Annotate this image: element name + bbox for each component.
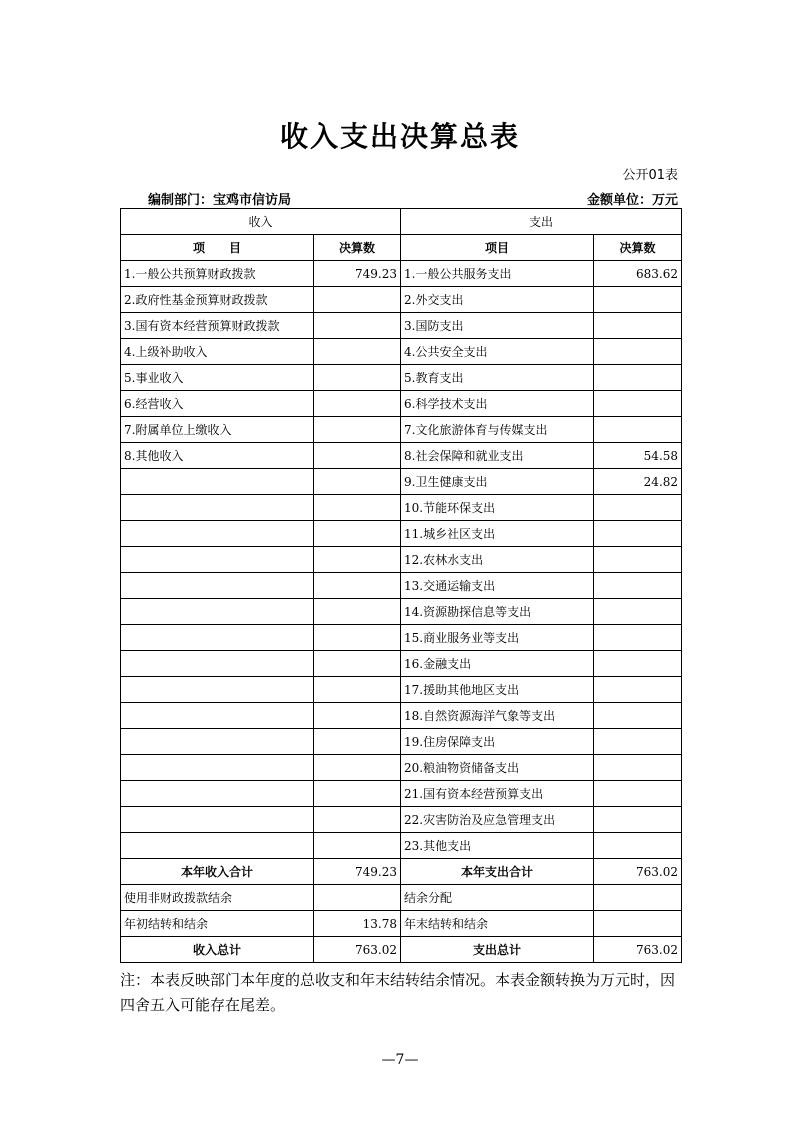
expense-amount-cell	[594, 703, 682, 729]
income-amount-cell	[314, 365, 401, 391]
table-row	[121, 573, 682, 599]
income-subtotal-label: 本年收入合计	[121, 859, 314, 885]
expense-amount-cell	[594, 807, 682, 833]
expense-amount-cell	[594, 885, 682, 911]
expense-item-cell: 20.粮油物资储备支出	[401, 755, 594, 781]
income-item-cell	[121, 495, 314, 521]
expense-amount-cell	[594, 521, 682, 547]
expense-amount-cell	[594, 833, 682, 859]
expense-item-cell: 14.资源勘探信息等支出	[401, 599, 594, 625]
income-item-header: 项 目	[121, 235, 314, 261]
income-item-cell	[121, 781, 314, 807]
table-row	[121, 443, 682, 469]
expense-item-cell: 年末结转和结余	[401, 911, 594, 937]
income-item-cell: 5.事业收入	[121, 365, 314, 391]
income-total-label: 收入总计	[121, 937, 314, 963]
income-item-cell	[121, 755, 314, 781]
income-item-cell	[121, 729, 314, 755]
income-item-cell	[121, 521, 314, 547]
income-item-cell: 1.一般公共预算财政拨款	[121, 261, 314, 287]
amount-unit: 金额单位：万元	[586, 193, 678, 208]
expense-item-cell: 4.公共安全支出	[401, 339, 594, 365]
table-row	[121, 703, 682, 729]
income-amount-cell	[314, 547, 401, 573]
table-row	[121, 261, 682, 287]
table-row	[121, 599, 682, 625]
table-row	[121, 339, 682, 365]
table-row	[121, 391, 682, 417]
income-amount-cell	[314, 313, 401, 339]
income-item-cell	[121, 807, 314, 833]
income-item-cell: 8.其他收入	[121, 443, 314, 469]
group-header-row	[121, 209, 682, 235]
expense-item-cell: 3.国防支出	[401, 313, 594, 339]
income-amount-cell	[314, 703, 401, 729]
income-amount-cell: 13.78	[314, 911, 401, 937]
expense-item-cell: 18.自然资源海洋气象等支出	[401, 703, 594, 729]
income-amount-cell	[314, 651, 401, 677]
expense-item-cell: 11.城乡社区支出	[401, 521, 594, 547]
expense-item-cell: 9.卫生健康支出	[401, 469, 594, 495]
expense-amount-cell: 24.82	[594, 469, 682, 495]
table-row	[121, 495, 682, 521]
expense-item-cell: 8.社会保障和就业支出	[401, 443, 594, 469]
income-amount-cell	[314, 391, 401, 417]
table-row	[121, 781, 682, 807]
expense-amount-cell	[594, 417, 682, 443]
expense-total-amount: 763.02	[594, 937, 682, 963]
expense-amount-cell	[594, 339, 682, 365]
income-amount-cell	[314, 417, 401, 443]
expense-amount-cell	[594, 729, 682, 755]
income-amount-header: 决算数	[314, 235, 401, 261]
income-item-cell	[121, 703, 314, 729]
expense-item-cell: 15.商业服务业等支出	[401, 625, 594, 651]
income-amount-cell	[314, 807, 401, 833]
income-item-cell: 年初结转和结余	[121, 911, 314, 937]
table-row	[121, 807, 682, 833]
expense-subtotal-amount: 763.02	[594, 859, 682, 885]
income-item-cell	[121, 547, 314, 573]
column-header-row	[121, 235, 682, 261]
page-title: 收入支出决算总表	[279, 120, 520, 153]
income-amount-cell	[314, 677, 401, 703]
income-item-cell	[121, 833, 314, 859]
income-amount-cell	[314, 339, 401, 365]
table-row	[121, 885, 682, 911]
subtotal-row	[121, 859, 682, 885]
expense-item-cell: 5.教育支出	[401, 365, 594, 391]
income-item-cell: 3.国有资本经营预算财政拨款	[121, 313, 314, 339]
income-item-cell: 2.政府性基金预算财政拨款	[121, 287, 314, 313]
table-row	[121, 651, 682, 677]
expense-item-cell: 16.金融支出	[401, 651, 594, 677]
expense-amount-cell: 683.62	[594, 261, 682, 287]
income-amount-cell	[314, 625, 401, 651]
table-row	[121, 911, 682, 937]
income-amount-cell	[314, 443, 401, 469]
expense-item-cell: 1.一般公共服务支出	[401, 261, 594, 287]
expense-amount-cell	[594, 313, 682, 339]
table-row	[121, 755, 682, 781]
expense-amount-cell	[594, 911, 682, 937]
expense-item-header: 项目	[401, 235, 594, 261]
expense-item-cell: 23.其他支出	[401, 833, 594, 859]
expense-item-cell: 6.科学技术支出	[401, 391, 594, 417]
expense-amount-cell	[594, 755, 682, 781]
expense-amount-cell	[594, 573, 682, 599]
expense-amount-cell	[594, 781, 682, 807]
expense-item-cell: 13.交通运输支出	[401, 573, 594, 599]
income-item-cell: 使用非财政拨款结余	[121, 885, 314, 911]
expense-amount-cell	[594, 287, 682, 313]
expense-item-cell: 结余分配	[401, 885, 594, 911]
expense-total-label: 支出总计	[401, 937, 594, 963]
expense-item-cell: 19.住房保障支出	[401, 729, 594, 755]
expense-amount-cell	[594, 677, 682, 703]
income-item-cell: 7.附属单位上缴收入	[121, 417, 314, 443]
table-row	[121, 625, 682, 651]
income-amount-cell	[314, 599, 401, 625]
page-number: —7—	[381, 1052, 419, 1068]
expense-amount-cell	[594, 651, 682, 677]
income-item-cell: 6.经营收入	[121, 391, 314, 417]
expense-amount-cell	[594, 391, 682, 417]
income-item-cell	[121, 677, 314, 703]
expense-item-cell: 22.灾害防治及应急管理支出	[401, 807, 594, 833]
income-amount-cell	[314, 469, 401, 495]
income-amount-cell	[314, 885, 401, 911]
department-line	[148, 189, 291, 208]
table-row	[121, 521, 682, 547]
income-item-cell	[121, 625, 314, 651]
total-row	[121, 937, 682, 963]
form-number: 公开01表	[622, 168, 678, 183]
income-amount-cell	[314, 833, 401, 859]
expense-item-cell: 12.农林水支出	[401, 547, 594, 573]
income-total-amount: 763.02	[314, 937, 401, 963]
income-item-cell	[121, 651, 314, 677]
income-amount-cell	[314, 521, 401, 547]
table-row	[121, 729, 682, 755]
table-row	[121, 547, 682, 573]
department-label: 编制部门：	[148, 193, 214, 208]
department-name: 宝鸡市信访局	[213, 193, 292, 208]
income-item-cell: 4.上级补助收入	[121, 339, 314, 365]
expense-group-header: 支出	[401, 209, 682, 235]
income-amount-cell	[314, 287, 401, 313]
expense-amount-cell	[594, 547, 682, 573]
income-item-cell	[121, 469, 314, 495]
table-row	[121, 833, 682, 859]
expense-amount-header: 决算数	[594, 235, 682, 261]
expense-amount-cell: 54.58	[594, 443, 682, 469]
table-row	[121, 313, 682, 339]
income-amount-cell	[314, 781, 401, 807]
expense-amount-cell	[594, 599, 682, 625]
income-item-cell	[121, 573, 314, 599]
income-amount-cell	[314, 573, 401, 599]
table-row	[121, 365, 682, 391]
income-amount-cell	[314, 729, 401, 755]
expense-item-cell: 2.外交支出	[401, 287, 594, 313]
expense-item-cell: 10.节能环保支出	[401, 495, 594, 521]
expense-amount-cell	[594, 365, 682, 391]
income-amount-cell	[314, 495, 401, 521]
expense-item-cell: 21.国有资本经营预算支出	[401, 781, 594, 807]
income-group-header: 收入	[121, 209, 401, 235]
table-row	[121, 677, 682, 703]
expense-item-cell: 7.文化旅游体育与传媒支出	[401, 417, 594, 443]
income-item-cell	[121, 599, 314, 625]
expense-item-cell: 17.援助其他地区支出	[401, 677, 594, 703]
footnote: 注：本表反映部门本年度的总收支和年末结转结余情况。本表金额转换为万元时，因四舍五入可能存在尾差。	[120, 971, 676, 1014]
expense-amount-cell	[594, 625, 682, 651]
income-amount-cell	[314, 755, 401, 781]
expense-subtotal-label: 本年支出合计	[401, 859, 594, 885]
table-row	[121, 417, 682, 443]
expense-amount-cell	[594, 495, 682, 521]
income-expense-table	[120, 208, 682, 963]
table-row	[121, 469, 682, 495]
table-row	[121, 287, 682, 313]
income-amount-cell: 749.23	[314, 261, 401, 287]
income-subtotal-amount: 749.23	[314, 859, 401, 885]
